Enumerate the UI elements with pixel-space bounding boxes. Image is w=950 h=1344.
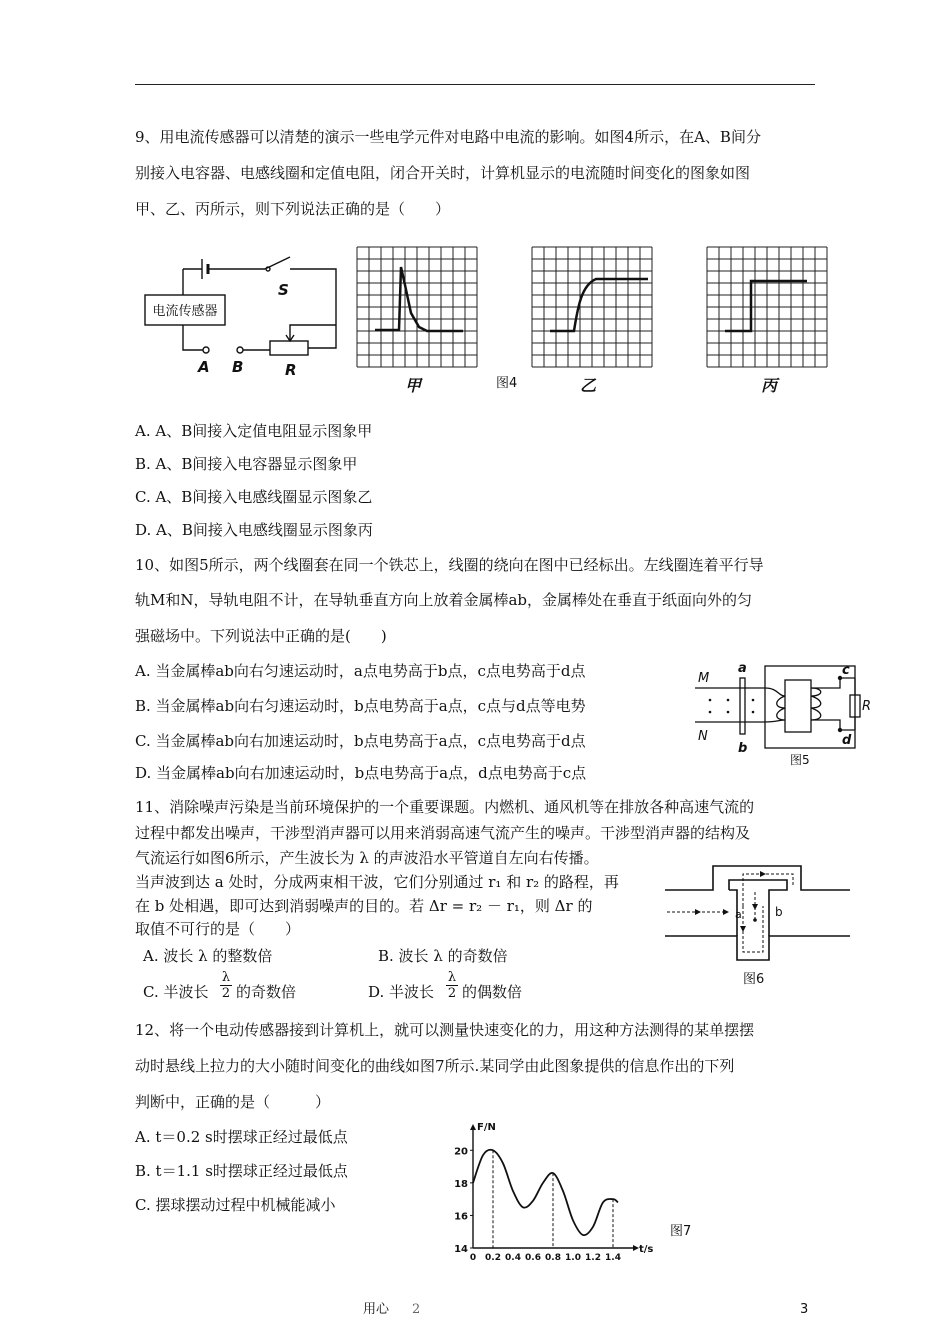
q11-line-6: 取值不可行的是（ ）: [135, 920, 301, 938]
q9-line-3: 甲、乙、丙所示，则下列说法正确的是（ ）: [135, 200, 451, 218]
y-tick-label: 14: [454, 1244, 468, 1255]
header-rule: [135, 84, 815, 85]
q9-line-1: 9、用电流传感器可以清楚的演示一些电学元件对电路中电流的影响。如图4所示，在A、B间分: [135, 128, 761, 146]
figure-4-caption: 图4: [496, 376, 518, 391]
point-c-label: c: [842, 663, 850, 678]
resistor-r-label: R: [862, 699, 872, 714]
graph-jia-label: 甲: [404, 376, 422, 395]
rail-n-label: N: [698, 729, 708, 744]
figure-6: [665, 862, 855, 987]
page-number: 3: [800, 1302, 809, 1317]
switch-label: S: [278, 281, 289, 299]
point-b-label: b: [738, 741, 748, 756]
y-tick-label: 16: [454, 1211, 468, 1223]
q11-line-5: 在 b 处相遇，即可达到消弱噪声的目的。若 Δr = r₂ － r₁，则 Δr 的: [135, 897, 593, 915]
q11-line-4: 当声波到达 a 处时，分成两束相干波，它们分别通过 r₁ 和 r₂ 的路程，再: [135, 873, 619, 891]
footer-mark: 2: [412, 1302, 421, 1317]
terminal-b-label: B: [232, 358, 244, 376]
graph-yi: [530, 245, 660, 395]
fraction-numerator: λ: [447, 970, 457, 985]
y-tick-label: 18: [454, 1178, 468, 1190]
q11-line-3: 气流运行如图6所示，产生波长为 λ 的声波沿水平管道自左向右传播。: [135, 849, 599, 867]
y-tick-label: 20: [454, 1146, 468, 1158]
fraction-denominator: 2: [221, 986, 231, 1001]
x-tick-label: 1.2: [585, 1253, 601, 1263]
q9-option-a: A. A、B间接入定值电阻显示图象甲: [135, 422, 373, 440]
x-tick-label: 0.6: [525, 1253, 541, 1263]
q10-line-1: 10、如图5所示，两个线圈套在同一个铁芯上，线圈的绕向在图中已经标出。左线圈连着平行导: [135, 556, 764, 574]
point-a-label: a: [735, 908, 742, 921]
q11-option-a: A. 波长 λ 的整数倍: [143, 947, 273, 965]
force-time-chart: [443, 1120, 663, 1263]
x-tick-label: 0: [469, 1253, 477, 1263]
q12-line-1: 12、将一个电动传感器接到计算机上，就可以测量快速变化的力，用这种方法测得的某单摆摆: [135, 1021, 755, 1039]
q10-option-c: C. 当金属棒ab向右加速运动时，b点电势高于a点，c点电势高于d点: [135, 732, 586, 750]
q9-option-b: B. A、B间接入电容器显示图象甲: [135, 455, 358, 473]
q11-option-c-prefix: C. 半波长: [143, 983, 209, 1001]
figure-5: [690, 660, 870, 770]
q12-line-2: 动时悬线上拉力的大小随时间变化的曲线如图7所示.某同学由此图象提供的信息作出的下列: [135, 1057, 735, 1075]
q11-option-d-suffix: 的偶数倍: [462, 983, 523, 1001]
circuit-diagram: [140, 255, 350, 395]
x-tick-label: 1.4: [605, 1253, 621, 1263]
y-axis-label: F/N: [477, 1122, 496, 1133]
x-tick-label: 0.8: [545, 1253, 561, 1263]
point-b-label: b: [775, 905, 783, 919]
terminal-a-label: A: [198, 358, 210, 376]
fraction-denominator: 2: [447, 986, 457, 1001]
q10-option-d: D. 当金属棒ab向右加速运动时，b点电势高于a点，d点电势高于c点: [135, 764, 587, 782]
q11-line-2: 过程中都发出噪声，干涉型消声器可以用来消弱高速气流产生的噪声。干涉型消声器的结构及: [135, 824, 751, 842]
q12-option-c: C. 摆球摆动过程中机械能减小: [135, 1196, 336, 1214]
q11-option-c-fraction: [220, 970, 232, 1001]
q9-option-d: D. A、B间接入电感线圈显示图象丙: [135, 521, 373, 539]
rail-m-label: M: [698, 671, 710, 686]
x-axis-label: t/s: [639, 1244, 654, 1255]
q11-option-c-suffix: 的奇数倍: [236, 983, 297, 1001]
figure-6-caption: 图6: [743, 972, 765, 987]
point-d-label: d: [842, 733, 852, 748]
q11-option-b: B. 波长 λ 的奇数倍: [378, 947, 508, 965]
x-tick-label: 1.0: [565, 1253, 581, 1263]
resistor-label: R: [285, 361, 297, 379]
fraction-numerator: λ: [221, 970, 231, 985]
graph-jia: [355, 245, 485, 395]
graph-bing: [705, 245, 835, 395]
figure-7-caption: 图7: [670, 1224, 692, 1239]
q12-line-3: 判断中，正确的是（ ）: [135, 1093, 331, 1111]
q9-option-c: C. A、B间接入电感线圈显示图象乙: [135, 488, 373, 506]
q9-line-2: 别接入电容器、电感线圈和定值电阻，闭合开关时，计算机显示的电流随时间变化的图象如图: [135, 164, 751, 182]
x-tick-label: 0.2: [485, 1253, 501, 1263]
q11-option-d-prefix: D. 半波长: [368, 983, 435, 1001]
q10-option-b: B. 当金属棒ab向右匀速运动时，b点电势高于a点，c点与d点等电势: [135, 697, 586, 715]
graph-bing-label: 丙: [760, 376, 778, 395]
q11-option-d-fraction: [446, 970, 458, 1001]
force-curve: [473, 1150, 618, 1235]
q10-line-3: 强磁场中。下列说法中正确的是( ): [135, 627, 387, 645]
q11-line-1: 11、消除噪声污染是当前环境保护的一个重要课题。内燃机、通风机等在排放各种高速气流的: [135, 798, 755, 816]
q10-option-a: A. 当金属棒ab向右匀速运动时，a点电势高于b点，c点电势高于d点: [135, 662, 586, 680]
q12-option-b: B. t＝1.1 s时摆球正经过最低点: [135, 1162, 348, 1180]
graph-yi-label: 乙: [579, 376, 597, 395]
q10-line-2: 轨M和N，导轨电阻不计，在导轨垂直方向上放着金属棒ab，金属棒处在垂直于纸面向外的匀: [135, 591, 753, 609]
y-axis-arrow: [470, 1124, 476, 1130]
sensor-label: 电流传感器: [152, 304, 218, 319]
footer-text: 用心: [363, 1302, 390, 1317]
q12-option-a: A. t＝0.2 s时摆球正经过最低点: [135, 1128, 348, 1146]
figure-5-caption: 图5: [790, 753, 810, 767]
x-tick-label: 0.4: [505, 1253, 521, 1263]
point-a-label: a: [738, 661, 747, 676]
